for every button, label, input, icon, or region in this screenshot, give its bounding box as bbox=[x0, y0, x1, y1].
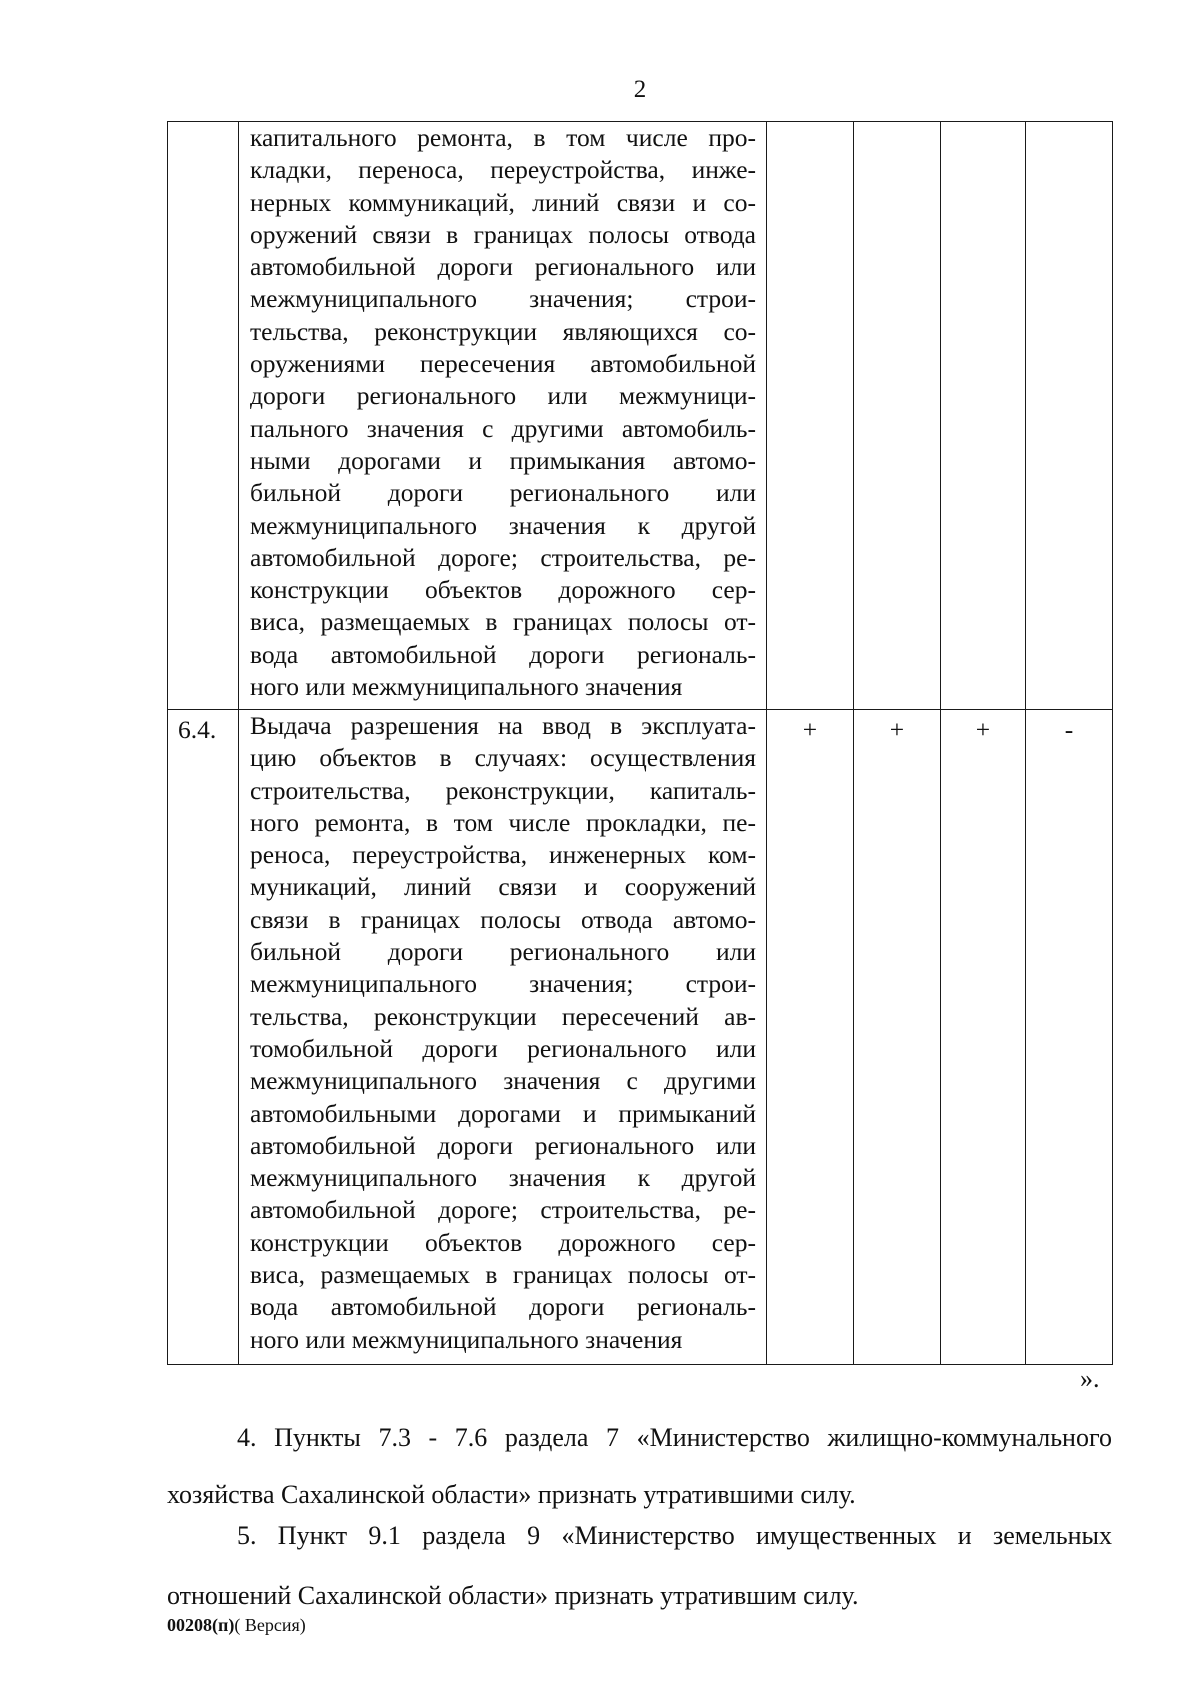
paragraph-line: 5. Пункт 9.1 раздела 9 «Министерство имущественных и земельных bbox=[237, 1521, 1112, 1550]
services-table bbox=[167, 121, 1113, 1365]
mark-cell bbox=[941, 122, 1026, 710]
cell-text-line: межмуниципального значения; строи- bbox=[250, 969, 756, 999]
mark-cell: - bbox=[1026, 710, 1113, 1365]
cell-text-line: муникаций, линий связи и сооружений bbox=[250, 872, 756, 902]
cell-text-line: связи в границах полосы отвода автомо- bbox=[250, 904, 756, 934]
cell-text-line: автомобильной дороге; строительства, ре- bbox=[250, 1195, 756, 1225]
cell-text-line: кладки, переноса, переустройства, инже- bbox=[250, 155, 756, 185]
cell-text-line: конструкции объектов дорожного сер- bbox=[250, 1227, 756, 1257]
mark-cell bbox=[767, 122, 854, 710]
cell-text-line: пального значения с другими автомобиль- bbox=[250, 413, 756, 443]
cell-text-line: межмуниципального значения к другой bbox=[250, 1163, 756, 1193]
cell-text-line: оружениями пересечения автомобильной bbox=[250, 349, 756, 379]
cell-text-line: межмуниципального значения к другой bbox=[250, 510, 756, 540]
cell-text-line: вода автомобильной дороги региональ- bbox=[250, 639, 756, 669]
paragraph-line: отношений Сахалинской области» признать утратившим силу. bbox=[167, 1581, 859, 1610]
document-version: ( Версия) bbox=[234, 1615, 306, 1635]
cell-text-line: автомобильной дороги регионального или bbox=[250, 252, 756, 282]
cell-text-line: вода автомобильной дороги региональ- bbox=[250, 1292, 756, 1322]
cell-text-line: межмуниципального значения с другими bbox=[250, 1066, 756, 1096]
mark-cell: + bbox=[767, 710, 854, 1365]
paragraph-5 bbox=[167, 1506, 1112, 1626]
row-number-cell bbox=[168, 122, 239, 710]
cell-text-line: автомобильной дороге; строительства, ре- bbox=[250, 542, 756, 572]
cell-text-line: автомобильной дороги регионального или bbox=[250, 1130, 756, 1160]
document-code bbox=[167, 1615, 306, 1636]
cell-text-line: нерных коммуникаций, линий связи и со- bbox=[250, 187, 756, 217]
cell-text-line: оружений связи в границах полосы отвода bbox=[250, 219, 756, 249]
paragraph-line: хозяйства Сахалинской области» признать утратившими силу. bbox=[167, 1480, 856, 1509]
cell-text-line: ного или межмуниципального значения bbox=[250, 1324, 683, 1354]
closing-quote: ». bbox=[1080, 1364, 1100, 1393]
row-number-cell: 6.4. bbox=[168, 710, 239, 1365]
cell-text-line: бильной дороги регионального или bbox=[250, 478, 756, 508]
mark-cell bbox=[1026, 122, 1113, 710]
mark-cell: + bbox=[854, 710, 941, 1365]
row-description-cell bbox=[239, 710, 767, 1365]
cell-text-line: тельства, реконструкции являющихся со- bbox=[250, 316, 756, 346]
table-row bbox=[168, 122, 1113, 710]
cell-text-line: автомобильными дорогами и примыканий bbox=[250, 1098, 756, 1128]
cell-text-line: бильной дороги регионального или bbox=[250, 937, 756, 967]
cell-text-line: тельства, реконструкции пересечений ав- bbox=[250, 1001, 756, 1031]
cell-text-line: капитального ремонта, в том числе про- bbox=[250, 123, 756, 152]
paragraph-line: 4. Пункты 7.3 - 7.6 раздела 7 «Министерство жилищно-коммунального bbox=[237, 1423, 1112, 1452]
cell-text-line: Выдача разрешения на ввод в эксплуата- bbox=[250, 711, 756, 740]
mark-cell: + bbox=[941, 710, 1026, 1365]
cell-text-line: томобильной дороги регионального или bbox=[250, 1033, 756, 1063]
cell-text-line: реноса, переустройства, инженерных ком- bbox=[250, 840, 756, 870]
cell-text-line: конструкции объектов дорожного сер- bbox=[250, 575, 756, 605]
table-row bbox=[168, 710, 1113, 1365]
cell-text-line: строительства, реконструкции, капиталь- bbox=[250, 775, 756, 805]
cell-text-line: ного ремонта, в том числе прокладки, пе- bbox=[250, 807, 756, 837]
cell-text-line: ными дорогами и примыкания автомо- bbox=[250, 445, 756, 475]
cell-text-line: цию объектов в случаях: осуществления bbox=[250, 743, 756, 773]
cell-text-line: межмуниципального значения; строи- bbox=[250, 284, 756, 314]
cell-text-line: ного или межмуниципального значения bbox=[250, 672, 683, 702]
document-code-number: 00208(п) bbox=[167, 1615, 235, 1635]
row-description-cell bbox=[239, 122, 767, 710]
cell-text-line: дороги регионального или межмуници- bbox=[250, 381, 756, 411]
cell-text-line: виса, размещаемых в границах полосы от- bbox=[250, 607, 756, 637]
cell-text-line: виса, размещаемых в границах полосы от- bbox=[250, 1260, 756, 1290]
mark-cell bbox=[854, 122, 941, 710]
page-number: 2 bbox=[633, 76, 647, 103]
